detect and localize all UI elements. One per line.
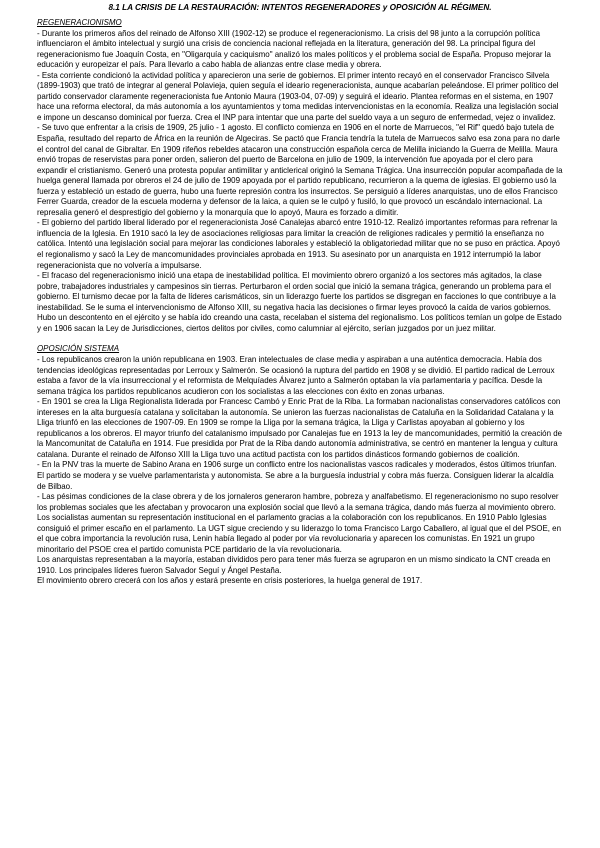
paragraph: - El fracaso del regeneracionismo inició una etapa de inestabilidad política. El movimiento obrero organizó a los sectores más agitados, la clase pobre, trabajadores industriales y campesinos sin tierras. Perturbaron el orden social que inició la semana trágica, generando un problema para el gobierno. El turnismo decae por la falta de líderes carismáticos, sin un liderazgo fuerte los partidos se disgregan en facciones lo que contribuye a la inestabilidad. Se le suma el intervencionismo de Alfonso XIII, su negativa hacia las decisiones o firmar leyes provocó la caída de varios gobiernos. Hubo un descontento en el ejército y se había ido creando una casta, recelaban el sistema del regionalismo. Los políticos temían un golpe de Estado y en 1906 sacan la Ley de Jurisdicciones, ciertos delitos por civiles, como calumniar al ejército, serían juzgados por un juez militar. xyxy=(37,271,562,333)
paragraph: - Se tuvo que enfrentar a la crisis de 1909, 25 julio - 1 agosto. El conflicto comienza en 1906 en el norte de Marruecos, "el Rif" quedó bajo tutela de España, resultado del reparto de África en la reunión de Algeciras. Se pactó que Francia tendría la tutela de Marruecos salvo esa zona para no darle el control del canal de Gibraltar. En 1909 rifeños rebeldes atacaron una construcción española cerca de Melilla iniciando la Guerra de Melilla. Maura envió tropas de reservistas para poner orden, salieron del puerto de Barcelona en julio de 1909, la intervención fue apoyada por el clero para expandir el cristianismo. Generó una protesta popular antimilitar y anticlerical originó la Semana Trágica. Una insurrección popular acompañada de la huelga general llamada por obreros el 24 de julio de 1909 apoyada por el partido republicano, recurrieron a la quema de iglesias. El gobierno usó la fuerza y estableció un estado de guerra, hubo una fuerte represión contra los insurrectos. Se persiguió a líderes anarquistas, uno de ellos Francisco Ferrer Guarda, creador de la escuela moderna y defensor de la laica, a quien se le culpó y fusiló, lo que provocó un escándalo internacional. La represalia generó el desprestigio del gobierno y la monarquía que lo apoyó, Maura es forzado a dimitir. xyxy=(37,123,563,217)
paragraph: - Esta corriente condicionó la actividad política y aparecieron una serie de gobiernos. El primer intento recayó en el conservador Francisco Silvela (1899-1903) que trató de integrar al general Polavieja, quien seguía el ideario regeneracionista, aunque acabarían peleándose. El primer político del partido conservador claramente regeneracionista fue Antonio Maura (1903-04, 07-09) y seguirá el ideario. Plantea reformas en el sistema, en 1907 hace una reforma electoral, da más autonomía a los ayuntamientos y toma medidas intervencionistas en la economía. Realiza una legislación social e impone un descanso dominical por fuerza. Crea el INP para intentar que una parte del sueldo vaya a un seguro de enfermedad, vejez o invalidez. xyxy=(37,70,559,122)
paragraph: - En la PNV tras la muerte de Sabino Arana en 1906 surge un conflicto entre los nacionalistas vascos radicales y moderados, éstos últimos triunfan. El partido se modera y se vuelve parlamentarista y autonomista. Se abre a la burguesía industrial y cobra más fuerza. Consiguen liderar la alcaldía de Bilbao. xyxy=(37,460,557,491)
paragraph: - Durante los primeros años del reinado de Alfonso XIII (1902-12) se produce el regeneracionismo. La crisis del 98 junto a la corrupción política influenciaron el ámbito intelectual y surgió una crisis de conciencia nacional reflejada en la literatura, generación del 98. La principal figura del regeneracionismo fue Joaquín Costa, en "Oligarquía y caciquismo" analizó los males políticos y el problema social de España. Propuso mejorar la educación y europeizar el país. Para llevarlo a cabo habla de alianzas entre clase media y obrera. xyxy=(37,28,551,70)
paragraph: - El gobierno del partido liberal liderado por el regeneracionista José Canalejas abarcó entre 1910-12. Realizó importantes reformas para refrenar la influencia de la Iglesia. En 1910 sacó la ley de asociaciones religiosas para limitar la creación de religiones radicales y permitió la enseñanza no católica. Intentó una legislación social para mejorar las condiciones laborales y estableció la obligatoriedad militar que no se puso en práctica. Apoyó el regionalismo y sacó la Ley de mancomunidades provinciales aprobada en 1913. Su asesinato por un anarquista en 1912 interrumpió la labor regeneracionista que no volvería a impulsarse. xyxy=(37,218,560,270)
section-heading: OPOSICIÓN SISTEMA xyxy=(37,344,120,354)
paragraph: - Los republicanos crearon la unión republicana en 1903. Eran intelectuales de clase media y aspiraban a una auténtica democracia. Había dos tendencias ideológicas representadas por Lerroux y Salmerón. Se ocasionó la ruptura del partido en 1908 y se dividió. El partido radical de Lerroux estaba a favor de la vía insurreccional y el reformista de Melquíades Álvarez junto a Salmerón optaban la vía parlamentaria y pacífica. Desde la semana trágica los partidos republicanos acudieron con los socialistas a las elecciones con éxito en zonas urbanas. xyxy=(37,354,555,396)
document-title: 8.1 LA CRISIS DE LA RESTAURACIÓN: INTENTOS REGENERADORES y OPOSICIÓN AL RÉGIMEN. xyxy=(108,3,492,12)
paragraph: El movimiento obrero crecerá con los años y estará presente en crisis posteriores, la huelga general de 1917. xyxy=(37,576,423,586)
section-heading: REGENERACIONISMO xyxy=(37,18,122,27)
paragraph: - En 1901 se crea la Lliga Regionalista liderada por Francesc Cambó y Enric Prat de la Riba. La formaban nacionalistas conservadores católicos con intereses en la alta burguesía catalana y solicitaban la autonomía. Se unieron las fuerzas nacionalistas de Cataluña en la Solidaridad Catalana y la Lliga triunfó en las elecciones de 1907-09. En 1909 se rompe la Lliga por la semana trágica, la Lliga y Carlistas apoyaban al gobierno y los republicanos a los obreros. El mayor triunfo del catalanismo impulsado por Canalejas fue en 1913 la ley de mancomunidades, permitió la creación de la Mancomunitat de Cataluña en 1914. Fue presidida por Prat de la Riba dando autonomía administrativa, se centró en mantener la lengua y cultura catalana. Durante el reinado de Alfonso XIII la Lliga tuvo una actitud pactista con los partidos dinásticos formando gobiernos de coalición. xyxy=(37,397,563,459)
paragraph: Los socialistas aumentan su representación institucional en el parlamento gracias a la colaboración con los republicanos. En 1910 Pablo Iglesias consiguió el primer escaño en el parlamento. La UGT sigue creciendo y su liderazgo lo toma Francisco Largo Caballero, al igual que el del PSOE, en el que cobra importancia la revolución rusa, Lenin había llegado al poder por vía revolucionaria y aparecen los comunistas. En 1921 un grupo minoritario del PSOE crea el partido comunista PCE partidario de la vía revolucionaria. xyxy=(37,513,562,554)
section-oposicion-sistema xyxy=(37,344,563,587)
paragraph: - Las pésimas condiciones de la clase obrera y de los jornaleros generaron hambre, pobreza y analfabetismo. El regeneracionismo no supo resolver los problemas sociales que les afectaban y provocaron una explosión social que llevó a la semana trágica, dando más fuerza al movimiento obrero. xyxy=(37,492,559,512)
paragraph: Los anarquistas representaban a la mayoría, estaban divididos pero para tener más fuerza se agruparon en un mismo sindicato la CNT creada en 1910. Los principales líderes fueron Salvador Seguí y Ángel Pestaña. xyxy=(37,555,551,575)
section-regeneracionismo xyxy=(37,18,563,334)
